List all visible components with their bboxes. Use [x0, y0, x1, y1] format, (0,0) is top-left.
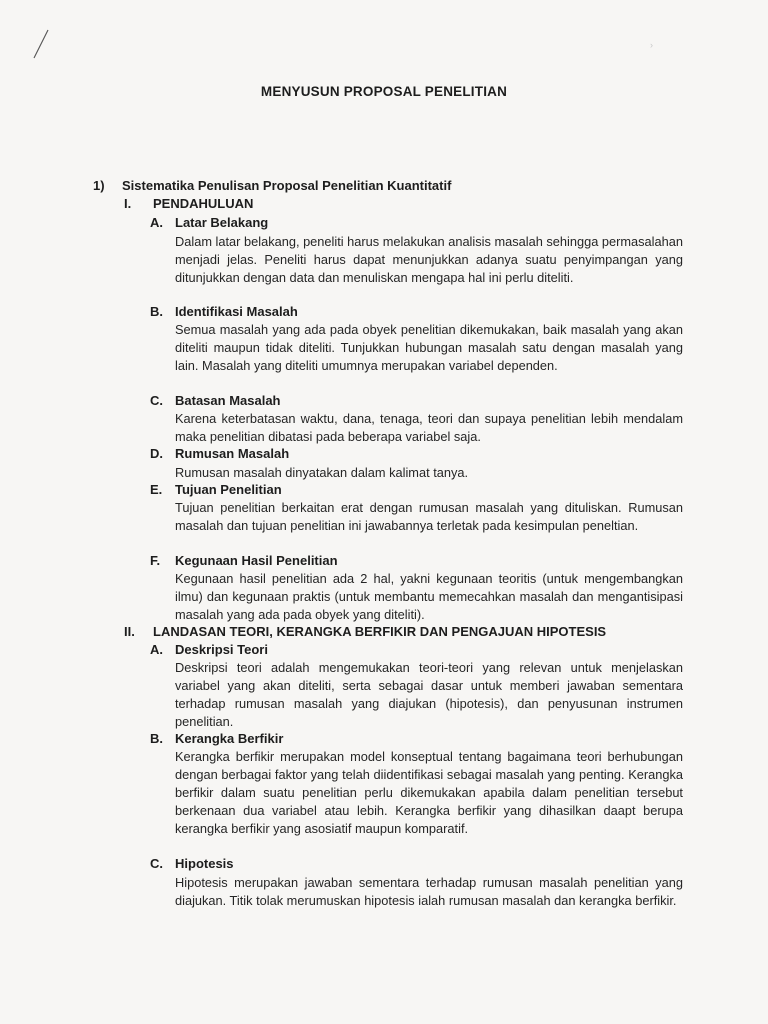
section-heading: [150, 553, 338, 568]
section-heading: [150, 856, 234, 871]
section-letter: A.: [150, 215, 163, 230]
section-title: Identifikasi Masalah: [175, 304, 298, 319]
chapter-heading: [124, 624, 606, 639]
section-letter: A.: [150, 642, 163, 657]
section-paragraph: Semua masalah yang ada pada obyek penelitian dikemukakan, baik masalah yang akan diteliti maupun tidak diteliti. Tunjukkan hubungan masalah satu dengan masalah yang lain. Masalah yang diteliti umumnya merupakan variabel dependen.: [175, 322, 683, 373]
section-title: Batasan Masalah: [175, 393, 281, 408]
section-letter: C.: [150, 856, 163, 871]
document-title: MENYUSUN PROPOSAL PENELITIAN: [260, 84, 508, 99]
numbered-heading: [93, 178, 451, 193]
section-paragraph: Kerangka berfikir merupakan model konseptual tentang bagaimana teori berhubungan dengan berbagai faktor yang telah diidentifikasi sebagai masalah yang penting. Kerangka berfikir dalam suatu penelitian perlu dikemukakan apabila dalam penelitian tersebut berkenaan dua variabel atau lebih. Kerangka berfikir yang dihasilkan daapt berupa kerangka berfikir yang asosiatif maupun komparatif.: [175, 749, 683, 836]
section-paragraph: Deskripsi teori adalah mengemukakan teori-teori yang relevan untuk menjelaskan variabel yang akan diteliti, serta sebagai dasar untuk memberi jawaban sementara terhadap rumusan masalah yang diajukan (hipotesis), dan penyusunan instrumen penelitian.: [175, 660, 683, 729]
section-heading: [150, 215, 268, 230]
section-heading: [150, 731, 283, 746]
section-title: Kegunaan Hasil Penelitian: [175, 553, 338, 568]
section-letter: F.: [150, 553, 161, 568]
section-title: Rumusan Masalah: [175, 446, 290, 461]
section-paragraph: Tujuan penelitian berkaitan erat dengan rumusan masalah yang dituliskan. Rumusan masalah dan tujuan penelitian ini jawabannya terletak pada kesimpulan peneltian.: [175, 500, 683, 533]
section-paragraph: Hipotesis merupakan jawaban sementara terhadap rumusan masalah penelitian yang diajukan. Titik tolak merumuskan hipotesis ialah rumusan masalah dan kerangka berfikir.: [175, 875, 683, 908]
section-letter: E.: [150, 482, 163, 497]
heading-number: 1): [93, 178, 105, 193]
section-letter: C.: [150, 393, 163, 408]
section-title: Latar Belakang: [175, 215, 269, 230]
section-paragraph: Karena keterbatasan waktu, dana, tenaga, teori dan supaya penelitian lebih mendalam maka penelitian dibatasi pada beberapa variabel saja.: [175, 411, 683, 444]
section-paragraph: Kegunaan hasil penelitian ada 2 hal, yakni kegunaan teoritis (untuk mengembangkan ilmu) dan kegunaan praktis (untuk membantu memecahkan masalah dan mengantisipasi masalah yang ada pada obyek yang diteliti).: [175, 571, 683, 622]
chapter-numeral: II.: [124, 624, 135, 639]
chapter-heading: [124, 196, 253, 211]
section-letter: B.: [150, 304, 163, 319]
section-letter: B.: [150, 731, 163, 746]
section-title: Kerangka Berfikir: [175, 731, 284, 746]
section-paragraph: Dalam latar belakang, peneliti harus melakukan analisis masalah sehingga permasalahan menjadi jelas. Peneliti harus dapat menunjukkan adanya suatu penyimpangan yang ditunjukkan dengan data dan menuliskan mengapa hal ini perlu diteliti.: [175, 234, 683, 285]
section-heading: [150, 482, 282, 497]
section-heading: [150, 642, 268, 657]
scan-speck: ›: [650, 40, 653, 50]
chapter-numeral: I.: [124, 196, 132, 211]
section-title: Tujuan Penelitian: [175, 482, 282, 497]
chapter-title: LANDASAN TEORI, KERANGKA BERFIKIR DAN PENGAJUAN HIPOTESIS: [153, 624, 607, 639]
chapter-title: PENDAHULUAN: [153, 196, 254, 211]
section-heading: [150, 304, 298, 319]
section-heading: [150, 446, 289, 461]
section-title: Deskripsi Teori: [175, 642, 268, 657]
section-letter: D.: [150, 446, 163, 461]
pen-stroke-mark: [30, 26, 70, 66]
section-heading: [150, 393, 281, 408]
heading-text: Sistematika Penulisan Proposal Penelitian Kuantitatif: [122, 178, 452, 193]
section-paragraph: Rumusan masalah dinyatakan dalam kalimat tanya.: [175, 465, 469, 480]
section-title: Hipotesis: [175, 856, 234, 871]
